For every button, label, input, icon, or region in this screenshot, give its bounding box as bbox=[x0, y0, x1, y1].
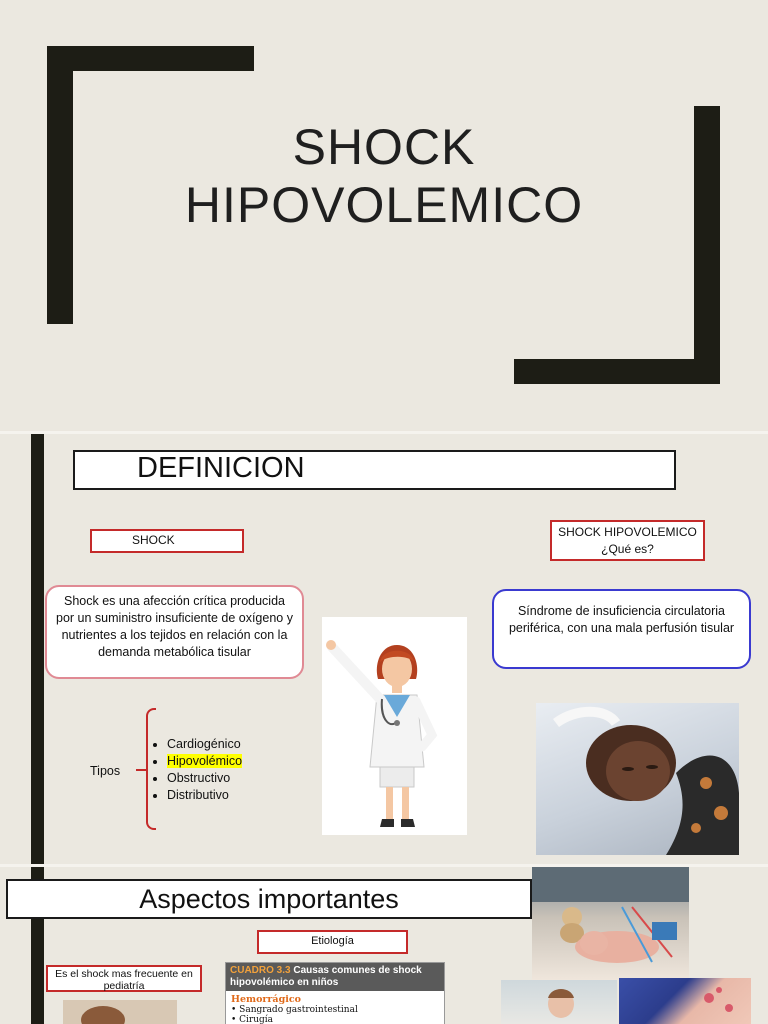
shock-definition-text: Shock es una afección crítica producida por un suministro insuficiente de oxígeno y nutrientes a los tejidos en relación con la demanda metabólica tisular bbox=[56, 594, 293, 659]
shock-hipo-label-line1: SHOCK HIPOVOLEMICO bbox=[558, 525, 697, 539]
patient-photo-small bbox=[63, 1000, 177, 1024]
title-line-2: HIPOVOLEMICO bbox=[184, 177, 584, 233]
frecuente-note: Es el shock mas frecuente en pediatría bbox=[55, 968, 193, 992]
tipo-item: • Obstructivo bbox=[167, 770, 242, 787]
cuadro-table bbox=[225, 962, 445, 1024]
aspects-heading-box bbox=[6, 879, 532, 919]
shock-hipo-label-line2: ¿Qué es? bbox=[601, 542, 654, 556]
title-line-1: SHOCK bbox=[292, 119, 476, 175]
cuadro-section: Hemorrágico bbox=[231, 994, 301, 1005]
definition-slide bbox=[0, 434, 768, 864]
child-hospital-photo bbox=[501, 980, 617, 1024]
tipo-item: • Cardiogénico bbox=[167, 736, 242, 753]
definition-heading: DEFINICION bbox=[137, 452, 305, 484]
cuadro-title: Causas comunes de shock hipovolémico en niños bbox=[230, 965, 422, 988]
shock-label-box bbox=[90, 529, 244, 553]
definition-heading-box bbox=[73, 450, 676, 490]
aspects-slide bbox=[0, 867, 768, 1024]
shock-hipo-label-box bbox=[550, 520, 705, 561]
slide-title bbox=[0, 118, 768, 234]
frecuente-note-box bbox=[46, 965, 202, 992]
etiologia-label-box bbox=[257, 930, 408, 954]
cuadro-item: • Sangrado gastrointestinal bbox=[231, 1005, 358, 1015]
nicu-photo bbox=[532, 867, 689, 980]
cuadro-number: CUADRO 3.3 bbox=[230, 965, 291, 976]
hipo-definition-text: Síndrome de insuficiencia circulatoria periférica, con una mala perfusión tisular bbox=[508, 604, 735, 635]
left-accent-bar bbox=[31, 434, 44, 864]
shock-label: SHOCK bbox=[132, 533, 175, 547]
tipo-item: • Distributivo bbox=[167, 787, 242, 804]
cuadro-item: • Cirugía bbox=[231, 1015, 274, 1024]
title-slide bbox=[0, 0, 768, 430]
skin-rash-photo bbox=[619, 978, 751, 1024]
cuadro-header bbox=[226, 963, 444, 991]
etiologia-label: Etiología bbox=[311, 935, 354, 947]
tipos-label: Tipos bbox=[90, 764, 121, 778]
frame-bottom-right-horizontal bbox=[514, 359, 720, 384]
doctor-illustration bbox=[322, 617, 467, 835]
hipo-definition-box bbox=[492, 589, 751, 669]
bracket-tip bbox=[136, 769, 146, 771]
tipos-list bbox=[150, 736, 242, 804]
tipo-item-highlighted: • Hipovolémico bbox=[167, 753, 242, 770]
child-photo bbox=[536, 703, 739, 855]
frame-top-left-horizontal bbox=[47, 46, 254, 71]
aspects-heading: Aspectos importantes bbox=[139, 884, 399, 914]
shock-definition-box bbox=[45, 585, 304, 679]
